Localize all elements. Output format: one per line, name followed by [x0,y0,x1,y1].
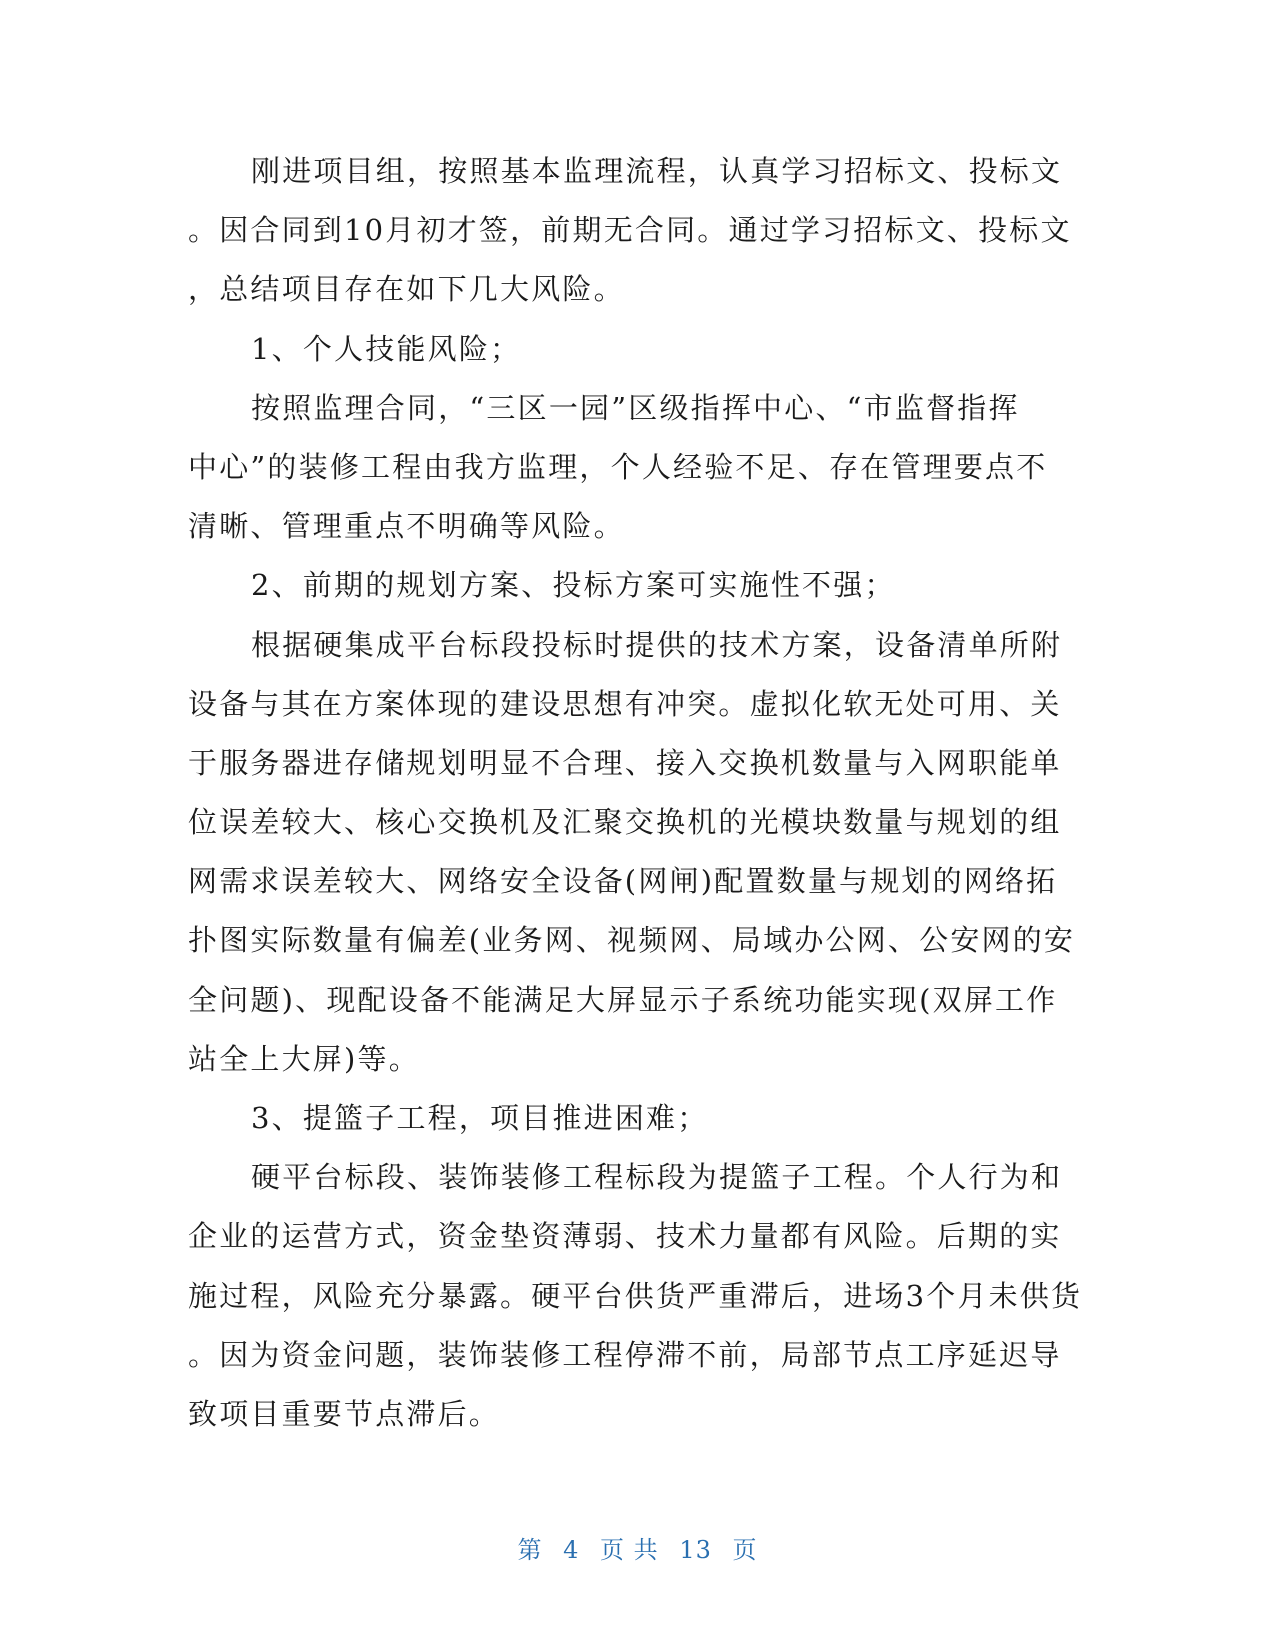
text-line: 根据硬集成平台标段投标时提供的技术方案，设备清单所附 [251,627,1063,662]
footer-prefix: 第 [517,1536,543,1564]
text-line: 网需求误差较大、网络安全设备(网闸)配置数量与规划的网络拓 [188,864,1058,899]
text-line: 中心”的装修工程由我方监理，个人经验不足、存在管理要点不 [188,449,1048,484]
text-line: 施过程，风险充分暴露。硬平台供货严重滞后，进场3个月未供货 [188,1278,1083,1313]
text-line: ，总结项目存在如下几大风险。 [188,272,625,307]
text-line: 企业的运营方式，资金垫资薄弱、技术力量都有风险。后期的实 [188,1219,1062,1254]
text-line: 全问题)、现配设备不能满足大屏显示子系统功能实现(双屏工作 [188,982,1058,1017]
text-line: 2、前期的规划方案、投标方案可实施性不强； [251,568,896,603]
text-line: 位误差较大、核心交换机及汇聚交换机的光模块数量与规划的组 [188,805,1062,840]
text-line: 刚进项目组，按照基本监理流程，认真学习招标文、投标文 [251,154,1063,188]
document-body [188,142,1088,1444]
text-line: 3、提篮子工程，项目推进困难； [251,1101,709,1135]
text-line: 致项目重要节点滞后。 [188,1396,501,1431]
text-line: 硬平台标段、装饰装修工程标段为提篮子工程。个人行为和 [251,1160,1063,1195]
text-line: 。因为资金问题，装饰装修工程停滞不前，局部节点工序延迟导 [188,1337,1062,1372]
text-line: 1、个人技能风险； [251,331,522,366]
text-line: 清晰、管理重点不明确等风险。 [188,509,625,544]
text-line: 于服务器进存储规划明显不合理、接入交换机数量与入网职能单 [188,745,1062,780]
footer-middle: 页 共 [600,1536,659,1564]
footer-suffix: 页 [732,1536,758,1564]
text-line: 按照监理合同，“三区一园”区级指挥中心、“市监督指挥 [251,390,1020,425]
text-line: 扑图实际数量有偏差(业务网、视频网、局域办公网、公安网的安 [188,923,1076,958]
page-footer [0,1530,1275,1565]
text-line: 设备与其在方案体现的建设思想有冲突。虚拟化软无处可用、关 [188,686,1062,721]
text-line: 。因合同到10月初才签，前期无合同。通过学习招标文、投标文 [188,213,1072,248]
text-line: 站全上大屏)等。 [188,1041,420,1076]
footer-page-number: 4 [563,1536,580,1564]
footer-total-pages: 13 [679,1536,712,1564]
